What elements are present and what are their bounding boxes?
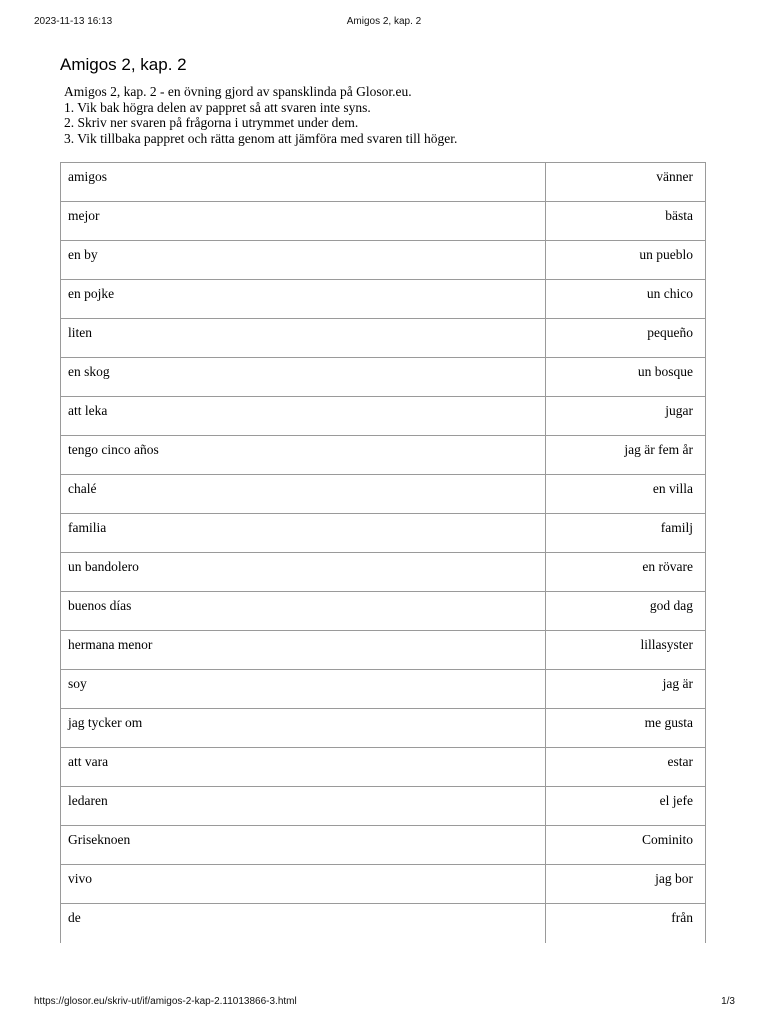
question-cell: amigos xyxy=(61,163,546,202)
table-row xyxy=(61,358,706,397)
table-row xyxy=(61,319,706,358)
question-cell: de xyxy=(61,904,546,943)
answer-cell: el jefe xyxy=(546,787,706,826)
print-url: https://glosor.eu/skriv-ut/if/amigos-2-kap-2.11013866-3.html xyxy=(34,996,297,1007)
vocabulary-table xyxy=(60,162,706,943)
print-datetime: 2023-11-13 16:13 xyxy=(34,16,113,27)
question-cell: un bandolero xyxy=(61,553,546,592)
question-cell: vivo xyxy=(61,865,546,904)
table-row xyxy=(61,241,706,280)
table-row xyxy=(61,475,706,514)
instruction-line: 1. Vik bak högra delen av pappret så att svaren inte syns. xyxy=(64,99,371,115)
question-cell: soy xyxy=(61,670,546,709)
table-row xyxy=(61,865,706,904)
question-cell: tengo cinco años xyxy=(61,436,546,475)
instruction-line: Amigos 2, kap. 2 - en övning gjord av spansklinda på Glosor.eu. xyxy=(64,84,412,99)
question-cell: att leka xyxy=(61,397,546,436)
question-cell: en by xyxy=(61,241,546,280)
answer-cell: un chico xyxy=(546,280,706,319)
question-cell: att vara xyxy=(61,748,546,787)
question-cell: hermana menor xyxy=(61,631,546,670)
print-doc-title: Amigos 2, kap. 2 xyxy=(346,16,422,27)
table-row xyxy=(61,202,706,241)
question-cell: chalé xyxy=(61,475,546,514)
answer-cell: pequeño xyxy=(546,319,706,358)
question-cell: ledaren xyxy=(61,787,546,826)
print-header xyxy=(0,16,768,30)
answer-cell: Cominito xyxy=(546,826,706,865)
table-row xyxy=(61,592,706,631)
table-row xyxy=(61,904,706,943)
table-row xyxy=(61,670,706,709)
answer-cell: un pueblo xyxy=(546,241,706,280)
instructions xyxy=(64,84,457,146)
question-cell: liten xyxy=(61,319,546,358)
instruction-line: 3. Vik tillbaka pappret och rätta genom att jämföra med svaren till höger. xyxy=(64,130,458,146)
answer-cell: un bosque xyxy=(546,358,706,397)
answer-cell: me gusta xyxy=(546,709,706,748)
page-number: 1/3 xyxy=(721,996,735,1007)
table-row xyxy=(61,397,706,436)
table-row xyxy=(61,709,706,748)
instruction-line: 2. Skriv ner svaren på frågorna i utrymmet under dem. xyxy=(64,115,359,130)
answer-cell: jag är fem år xyxy=(546,436,706,475)
answer-cell: familj xyxy=(546,514,706,553)
table-row xyxy=(61,163,706,202)
page-title: Amigos 2, kap. 2 xyxy=(60,55,187,74)
question-cell: jag tycker om xyxy=(61,709,546,748)
question-cell: mejor xyxy=(61,202,546,241)
answer-cell: jag är xyxy=(546,670,706,709)
table-row xyxy=(61,748,706,787)
table-row xyxy=(61,280,706,319)
answer-cell: en villa xyxy=(546,475,706,514)
table-row xyxy=(61,631,706,670)
table-row xyxy=(61,553,706,592)
answer-cell: lillasyster xyxy=(546,631,706,670)
answer-cell: jag bor xyxy=(546,865,706,904)
answer-cell: god dag xyxy=(546,592,706,631)
question-cell: en pojke xyxy=(61,280,546,319)
answer-cell: från xyxy=(546,904,706,943)
table-row xyxy=(61,826,706,865)
question-cell: Griseknoen xyxy=(61,826,546,865)
answer-cell: en rövare xyxy=(546,553,706,592)
table-row xyxy=(61,787,706,826)
question-cell: buenos días xyxy=(61,592,546,631)
answer-cell: bästa xyxy=(546,202,706,241)
question-cell: familia xyxy=(61,514,546,553)
answer-cell: jugar xyxy=(546,397,706,436)
print-footer xyxy=(0,996,768,1010)
answer-cell: estar xyxy=(546,748,706,787)
table-row xyxy=(61,436,706,475)
table-row xyxy=(61,514,706,553)
question-cell: en skog xyxy=(61,358,546,397)
answer-cell: vänner xyxy=(546,163,706,202)
